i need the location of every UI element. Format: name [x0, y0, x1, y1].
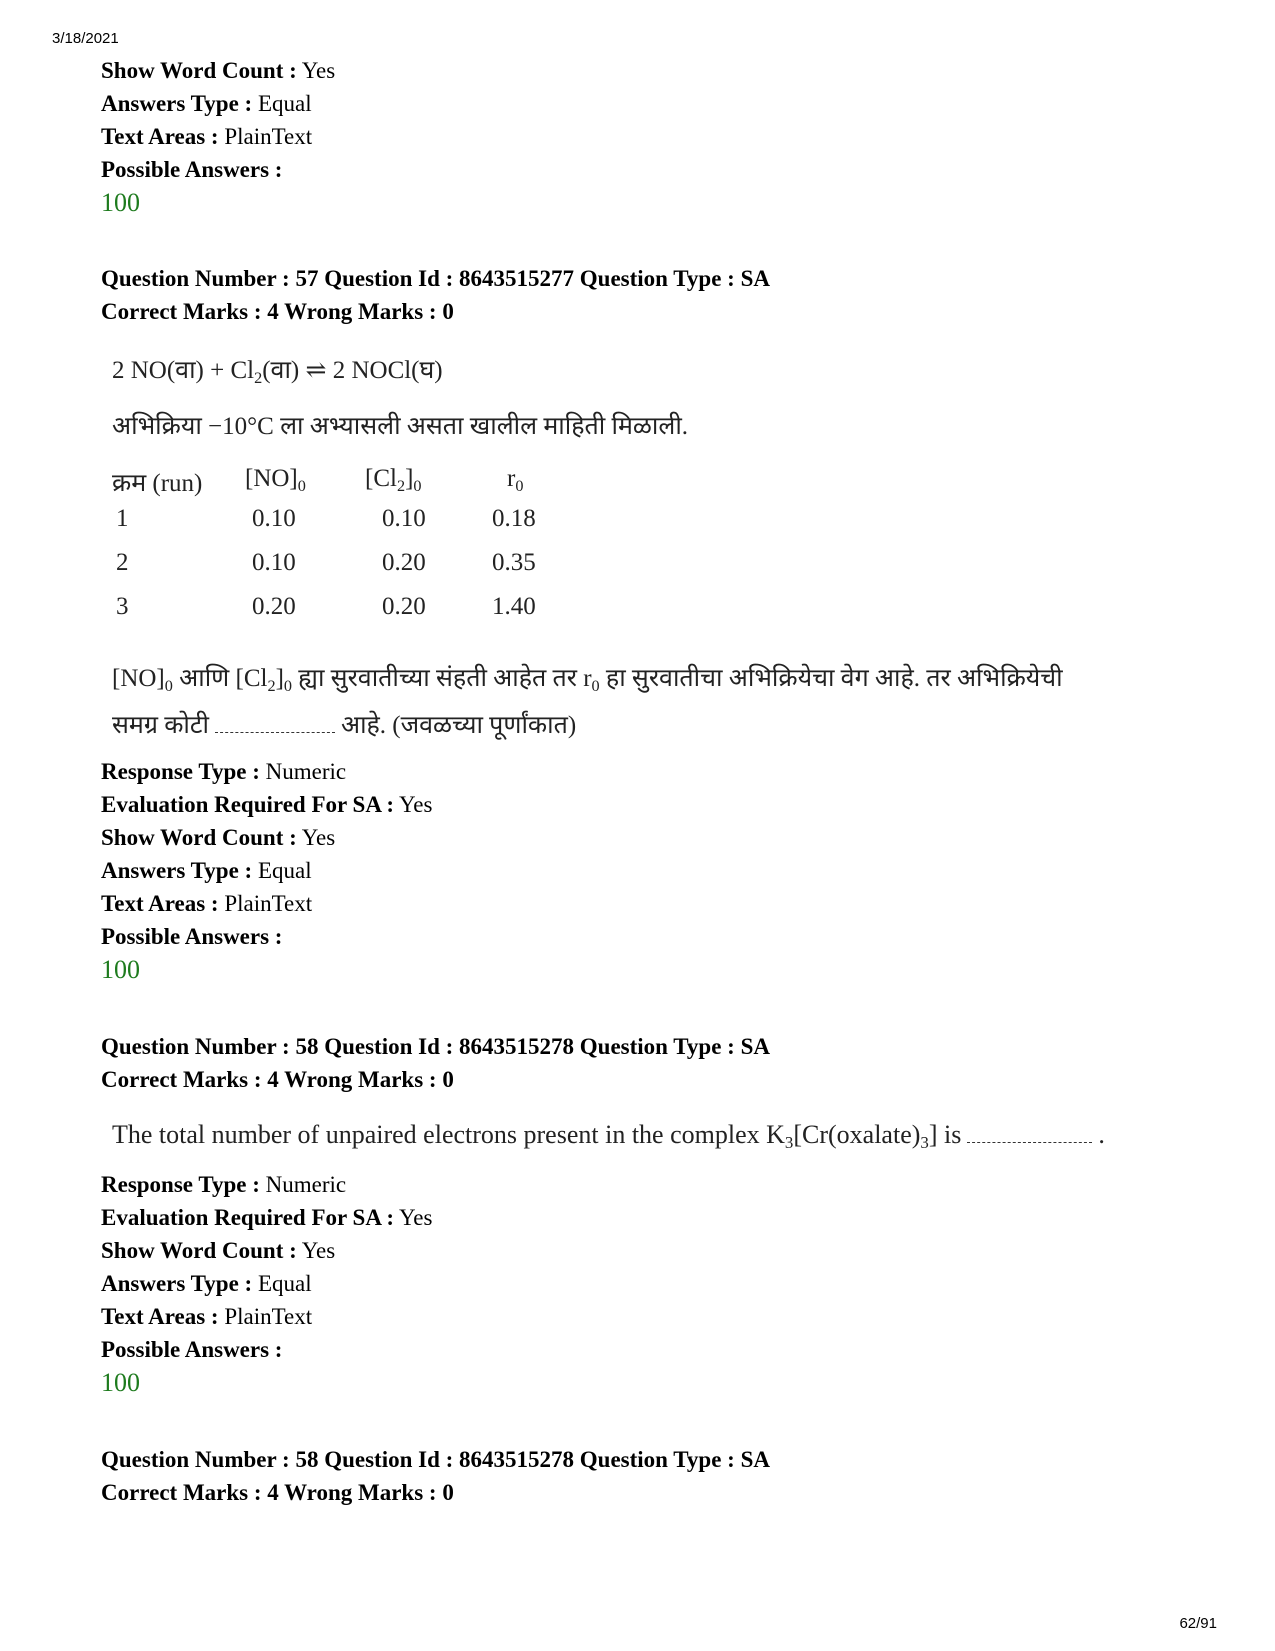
evaluation-required-row [101, 788, 432, 822]
response-type-row [101, 1168, 346, 1202]
subscript: 2 [396, 476, 406, 495]
equation-left: 2 NO(वा) + Cl [112, 357, 255, 384]
header-text: [Cl [365, 465, 397, 492]
field-label: Answers Type : [101, 858, 253, 883]
field-value: PlainText [224, 1304, 313, 1329]
field-value: PlainText [224, 124, 313, 149]
field-label: Possible Answers : [101, 924, 283, 949]
q57-statement-line1: $[NO]_0$ आणि $[Cl_2]_0$ ह्या सुरवातीच्या संहती आहेत तर $r_0$ हा सुरवातीचा अभिक्रियेचा वेग आहे. तर अभिक्रियेची [112, 665, 1063, 695]
field-label: Response Type : [101, 1172, 260, 1197]
field-value: Numeric [265, 1172, 347, 1197]
answer-blank [967, 1141, 1092, 1143]
table-cell: 0.20 [382, 593, 426, 620]
question-57-header: Question Number : 57 Question Id : 8643515277 Question Type : SA [101, 266, 770, 291]
field-label: Show Word Count : [101, 58, 297, 83]
subscript: 0 [164, 676, 173, 695]
text-areas-row [101, 120, 312, 154]
field-label: Show Word Count : [101, 1238, 297, 1263]
field-label: Show Word Count : [101, 825, 297, 850]
answers-type-row [101, 854, 312, 888]
text-fragment: The total number of unpaired electrons present in the complex K [112, 1120, 785, 1149]
field-label: Evaluation Required For SA : [101, 792, 395, 817]
show-word-count-row [101, 1234, 335, 1268]
field-label: Evaluation Required For SA : [101, 1205, 395, 1230]
q57-intro-text: अभिक्रिया −10°C ला अभ्यासली असता खालील माहिती मिळाली. [112, 413, 689, 440]
subscript: 2 [267, 676, 276, 695]
field-value: PlainText [224, 891, 313, 916]
possible-answer-value: 100 [101, 955, 140, 984]
possible-answers-row [101, 920, 282, 954]
possible-answer-value: 100 [101, 188, 140, 217]
field-label: Text Areas : [101, 1304, 219, 1329]
possible-answers-row [101, 153, 282, 187]
page-date: 3/18/2021 [52, 30, 119, 47]
table-cell: 0.18 [492, 505, 536, 532]
text-fragment: [NO] [112, 665, 165, 692]
subscript: 3 [920, 1133, 929, 1153]
table-cell: 0.20 [252, 593, 296, 620]
show-word-count-row [101, 54, 335, 88]
answer-blank [215, 731, 335, 733]
q57-equation [112, 352, 443, 386]
equation-right: (वा) ⇌ 2 NOCl(घ) [262, 357, 443, 384]
field-value: Yes [301, 58, 336, 83]
text-fragment: आहे. (जवळच्या पूर्णांकात) [340, 712, 577, 739]
field-label: Answers Type : [101, 1271, 253, 1296]
table-cell: 0.35 [492, 549, 536, 576]
subscript: 3 [784, 1133, 794, 1153]
question-57-marks: Correct Marks : 4 Wrong Marks : 0 [101, 299, 454, 324]
text-fragment: [Cr(oxalate) [793, 1120, 921, 1149]
text-areas-row [101, 1300, 312, 1334]
show-word-count-row [101, 821, 335, 855]
question-58-marks: Correct Marks : 4 Wrong Marks : 0 [101, 1067, 454, 1092]
field-value: Yes [399, 1205, 433, 1230]
field-value: Yes [399, 792, 433, 817]
subscript: 0 [515, 476, 524, 495]
question-58-repeat-marks: Correct Marks : 4 Wrong Marks : 0 [101, 1480, 454, 1505]
table-cell: 0.10 [252, 549, 296, 576]
table-header-run: क्रम (run) [112, 470, 203, 497]
table-cell: 2 [116, 549, 129, 576]
field-label: Text Areas : [101, 891, 219, 916]
text-fragment: ] is [928, 1120, 962, 1149]
table-cell: 0.10 [382, 505, 426, 532]
table-cell: 0.10 [252, 505, 296, 532]
table-cell: 1 [116, 505, 129, 532]
answers-type-row [101, 87, 312, 121]
field-label: Possible Answers : [101, 157, 283, 182]
possible-answers-row [101, 1333, 282, 1367]
table-header-r0 [507, 465, 523, 493]
response-type-row [101, 755, 346, 789]
field-value: Equal [257, 858, 312, 883]
subscript: 0 [297, 476, 306, 495]
subscript: 0 [591, 676, 600, 695]
header-text: r [507, 465, 516, 492]
field-value: Yes [301, 825, 336, 850]
subscript: 0 [283, 676, 293, 695]
text-fragment: आणि [Cl [172, 665, 268, 692]
field-label: Possible Answers : [101, 1337, 283, 1362]
text-fragment: ह्या सुरवातीच्या संहती आहेत तर r [292, 665, 592, 692]
field-value: Equal [257, 91, 312, 116]
table-cell: 1.40 [492, 593, 536, 620]
subscript: 2 [254, 368, 263, 387]
field-value: Equal [257, 1271, 312, 1296]
question-58-header: Question Number : 58 Question Id : 8643515278 Question Type : SA [101, 1034, 770, 1059]
subscript: 0 [413, 476, 422, 495]
field-label: Response Type : [101, 759, 260, 784]
table-header-cl2: $[Cl_2]_0$ [365, 465, 422, 495]
answers-type-row [101, 1267, 312, 1301]
table-cell: 0.20 [382, 549, 426, 576]
possible-answer-value: 100 [101, 1368, 140, 1397]
text-fragment: हा सुरवातीचा अभिक्रियेचा वेग आहे. तर अभिक्रियेची [599, 665, 1063, 692]
table-header-no [245, 465, 306, 493]
text-fragment: समग्र कोटी [112, 712, 209, 739]
field-label: Text Areas : [101, 124, 219, 149]
q58-question-text: The total number of unpaired electrons present in the complex $K_3[Cr(oxalate)_3]$ is . [112, 1120, 1105, 1153]
field-value: Numeric [265, 759, 347, 784]
page-number: 62/91 [1179, 1615, 1217, 1632]
q57-statement-line2 [112, 707, 576, 741]
text-areas-row [101, 887, 312, 921]
field-value: Yes [301, 1238, 336, 1263]
field-label: Answers Type : [101, 91, 253, 116]
evaluation-required-row [101, 1201, 432, 1235]
header-text: [NO] [245, 465, 298, 492]
table-cell: 3 [116, 593, 129, 620]
question-58-repeat-header: Question Number : 58 Question Id : 8643515278 Question Type : SA [101, 1447, 770, 1472]
